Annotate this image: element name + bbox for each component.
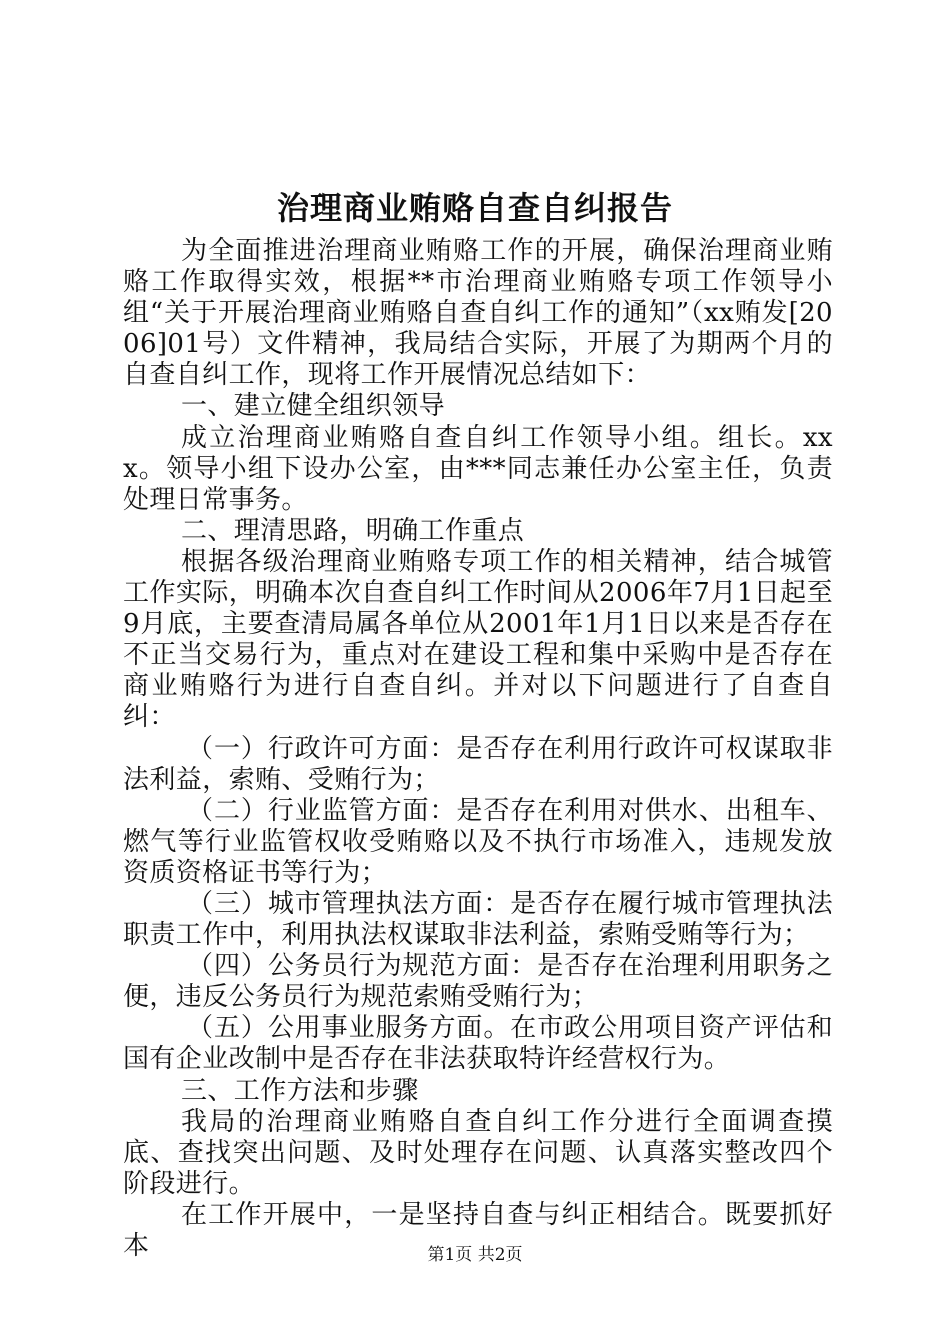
document-title: 治理商业贿赂自查自纠报告 [276,189,673,227]
body-paragraph: 我局的治理商业贿赂自查自纠工作分进行全面调查摸底、查找突出问题、及时处理存在问题、认真落实整改四个阶段进行。 [123,1106,833,1199]
body-paragraph: 根据各级治理商业贿赂专项工作的相关精神，结合城管工作实际，明确本次自查自纠工作时间从2006年7月1日起至9月底，主要查清局属各单位从2001年1月1日以来是否存在不正当交易行为，重点对在建设工程和集中采购中是否存在商业贿赂行为进行自查自纠。并对以下问题进行了自查自纠： [123,546,833,733]
page-number-footer: 第1页 共2页 [427,1245,523,1265]
list-item: （五）公用事业服务方面。在市政公用项目资产评估和国有企业改制中是否存在非法获取特许经营权行为。 [123,1013,833,1075]
list-item: （一）行政许可方面：是否存在利用行政许可权谋取非法利益，索贿、受贿行为； [123,733,833,795]
section-heading-1: 一、建立健全组织领导 [181,391,446,422]
section-heading-2: 二、理清思路，明确工作重点 [181,515,525,546]
list-item: （二）行业监管方面：是否存在利用对供水、出租车、燃气等行业监管权收受贿赂以及不执行市场准入，违规发放资质资格证书等行为； [123,795,833,888]
body-paragraph: 在工作开展中，一是坚持自查与纠正相结合。既要抓好本 [123,1199,833,1261]
intro-paragraph: 为全面推进治理商业贿赂工作的开展，确保治理商业贿赂工作取得实效，根据**市治理商业贿赂专项工作领导小组“关于开展治理商业贿赂自查自纠工作的通知”（xx贿发[2006]01号）文件精神，我局结合实际，开展了为期两个月的自查自纠工作，现将工作开展情况总结如下： [123,236,833,391]
section-heading-3: 三、工作方法和步骤 [181,1075,419,1106]
list-item: （三）城市管理执法方面：是否存在履行城市管理执法职责工作中，利用执法权谋取非法利益，索贿受贿等行为； [123,888,833,951]
body-paragraph: 成立治理商业贿赂自查自纠工作领导小组。组长。xxx。领导小组下设办公室，由***同志兼任办公室主任，负责处理日常事务。 [123,422,833,515]
list-item: （四）公务员行为规范方面：是否存在治理利用职务之便，违反公务员行为规范索贿受贿行为； [123,951,833,1013]
document-body [123,236,833,1262]
